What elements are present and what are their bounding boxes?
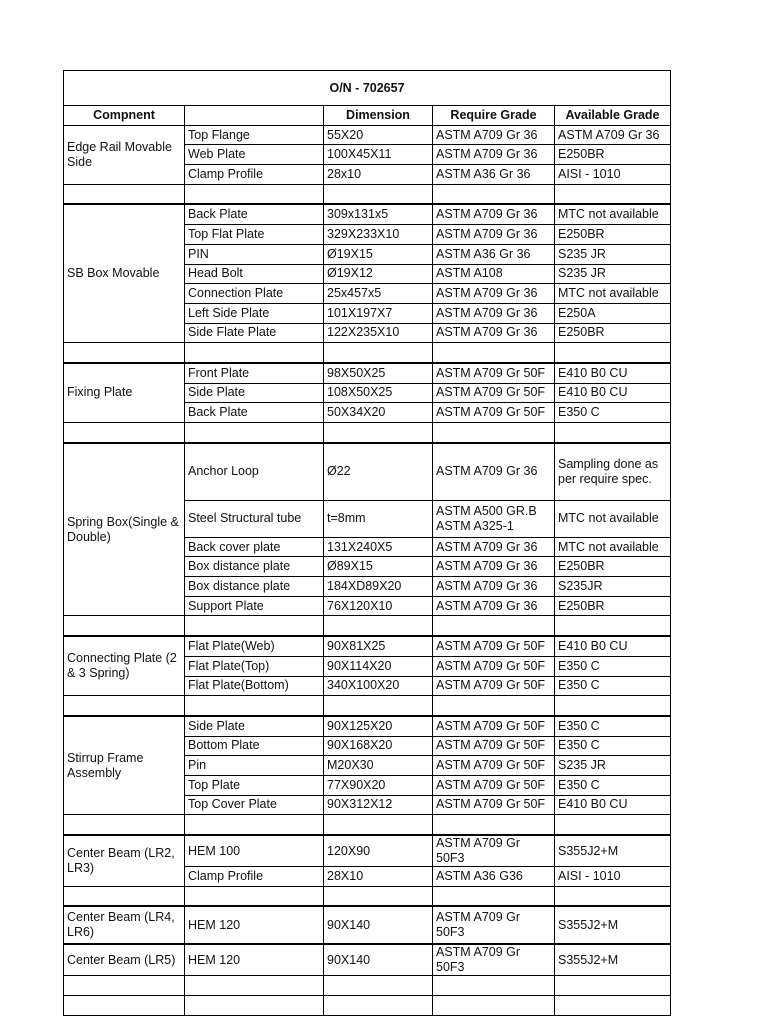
require-grade-cell: ASTM A709 Gr 36: [433, 303, 555, 323]
empty-cell: [555, 184, 671, 204]
part-cell: HEM 100: [185, 835, 324, 867]
empty-cell: [324, 616, 433, 636]
empty-cell: [64, 886, 185, 906]
dimension-cell: 131X240X5: [324, 537, 433, 557]
title-row: [64, 71, 671, 106]
header-available-grade: Available Grade: [555, 106, 671, 126]
require-grade-cell: ASTM A709 Gr 50F: [433, 656, 555, 676]
part-cell: Web Plate: [185, 145, 324, 165]
header-component: Compnent: [64, 106, 185, 126]
empty-cell: [185, 996, 324, 1016]
require-grade-cell: ASTM A500 GR.B ASTM A325-1: [433, 500, 555, 537]
empty-cell: [555, 696, 671, 716]
component-cell: Stirrup Frame Assembly: [64, 716, 185, 815]
empty-cell: [555, 886, 671, 906]
part-cell: Side Plate: [185, 716, 324, 736]
available-grade-cell: E350 C: [555, 656, 671, 676]
empty-cell: [64, 343, 185, 363]
available-grade-cell: ASTM A709 Gr 36: [555, 125, 671, 145]
part-cell: Head Bolt: [185, 264, 324, 284]
available-grade-cell: MTC not available: [555, 284, 671, 304]
dimension-cell: 90X140: [324, 944, 433, 976]
available-grade-cell: S235JR: [555, 577, 671, 597]
require-grade-cell: ASTM A709 Gr 50F3: [433, 944, 555, 976]
part-cell: Support Plate: [185, 596, 324, 616]
part-cell: Anchor Loop: [185, 443, 324, 501]
header-part: [185, 106, 324, 126]
require-grade-cell: ASTM A36 Gr 36: [433, 244, 555, 264]
separator-row: [64, 976, 671, 996]
available-grade-cell: E410 B0 CU: [555, 795, 671, 815]
empty-cell: [555, 996, 671, 1016]
component-cell: Spring Box(Single & Double): [64, 443, 185, 616]
dimension-cell: Ø19X15: [324, 244, 433, 264]
available-grade-cell: S355J2+M: [555, 835, 671, 867]
dimension-cell: 184XD89X20: [324, 577, 433, 597]
dimension-cell: 50X34X20: [324, 403, 433, 423]
empty-cell: [64, 996, 185, 1016]
table-row: [64, 906, 671, 944]
separator-row: [64, 815, 671, 835]
table-row: [64, 204, 671, 224]
empty-cell: [433, 815, 555, 835]
require-grade-cell: ASTM A709 Gr 50F: [433, 756, 555, 776]
empty-cell: [433, 696, 555, 716]
dimension-cell: 90X140: [324, 906, 433, 944]
part-cell: Side Plate: [185, 383, 324, 403]
dimension-cell: Ø22: [324, 443, 433, 501]
require-grade-cell: ASTM A709 Gr 36: [433, 443, 555, 501]
separator-row: [64, 886, 671, 906]
dimension-cell: 76X120X10: [324, 596, 433, 616]
dimension-cell: 90X125X20: [324, 716, 433, 736]
dimension-cell: 108X50X25: [324, 383, 433, 403]
separator-row: [64, 343, 671, 363]
separator-row: [64, 696, 671, 716]
part-cell: Connection Plate: [185, 284, 324, 304]
part-cell: Side Flate Plate: [185, 323, 324, 343]
dimension-cell: 90X81X25: [324, 636, 433, 656]
empty-cell: [555, 616, 671, 636]
part-cell: HEM 120: [185, 906, 324, 944]
part-cell: Box distance plate: [185, 557, 324, 577]
part-cell: Clamp Profile: [185, 867, 324, 887]
empty-cell: [185, 886, 324, 906]
part-cell: Top Flange: [185, 125, 324, 145]
empty-cell: [555, 976, 671, 996]
dimension-cell: 28x10: [324, 165, 433, 185]
require-grade-cell: ASTM A709 Gr 50F: [433, 636, 555, 656]
dimension-cell: 90X168X20: [324, 736, 433, 756]
separator-row: [64, 184, 671, 204]
empty-cell: [324, 886, 433, 906]
part-cell: Flat Plate(Top): [185, 656, 324, 676]
part-cell: Clamp Profile: [185, 165, 324, 185]
dimension-cell: Ø19X12: [324, 264, 433, 284]
dimension-cell: 90X114X20: [324, 656, 433, 676]
separator-row: [64, 616, 671, 636]
part-cell: Top Flat Plate: [185, 225, 324, 245]
available-grade-cell: Sampling done as per require spec.: [555, 443, 671, 501]
require-grade-cell: ASTM A709 Gr 36: [433, 323, 555, 343]
dimension-cell: 122X235X10: [324, 323, 433, 343]
available-grade-cell: E250BR: [555, 225, 671, 245]
require-grade-cell: ASTM A709 Gr 36: [433, 284, 555, 304]
available-grade-cell: S235 JR: [555, 264, 671, 284]
available-grade-cell: E350 C: [555, 775, 671, 795]
available-grade-cell: MTC not available: [555, 500, 671, 537]
empty-cell: [64, 696, 185, 716]
component-cell: Center Beam (LR2, LR3): [64, 835, 185, 886]
table-row: [64, 125, 671, 145]
require-grade-cell: ASTM A709 Gr 50F3: [433, 835, 555, 867]
empty-cell: [64, 423, 185, 443]
require-grade-cell: ASTM A709 Gr 50F: [433, 383, 555, 403]
part-cell: Back cover plate: [185, 537, 324, 557]
dimension-cell: 100X45X11: [324, 145, 433, 165]
require-grade-cell: ASTM A709 Gr 36: [433, 557, 555, 577]
empty-cell: [185, 343, 324, 363]
table-row: [64, 835, 671, 867]
part-cell: Flat Plate(Bottom): [185, 676, 324, 696]
available-grade-cell: S355J2+M: [555, 906, 671, 944]
part-cell: Box distance plate: [185, 577, 324, 597]
require-grade-cell: ASTM A709 Gr 50F: [433, 736, 555, 756]
require-grade-cell: ASTM A709 Gr 50F: [433, 795, 555, 815]
dimension-cell: 25x457x5: [324, 284, 433, 304]
dimension-cell: 55X20: [324, 125, 433, 145]
empty-cell: [433, 996, 555, 1016]
empty-cell: [324, 696, 433, 716]
available-grade-cell: S235 JR: [555, 244, 671, 264]
available-grade-cell: E410 B0 CU: [555, 383, 671, 403]
available-grade-cell: E250A: [555, 303, 671, 323]
part-cell: Top Cover Plate: [185, 795, 324, 815]
available-grade-cell: E410 B0 CU: [555, 363, 671, 383]
empty-cell: [555, 423, 671, 443]
require-grade-cell: ASTM A709 Gr 50F: [433, 716, 555, 736]
empty-cell: [433, 886, 555, 906]
empty-cell: [185, 815, 324, 835]
table-row: [64, 363, 671, 383]
empty-cell: [433, 976, 555, 996]
component-cell: Center Beam (LR4, LR6): [64, 906, 185, 944]
header-require-grade: Require Grade: [433, 106, 555, 126]
table-row: [64, 636, 671, 656]
empty-cell: [433, 423, 555, 443]
empty-cell: [324, 976, 433, 996]
dimension-cell: 28X10: [324, 867, 433, 887]
available-grade-cell: E350 C: [555, 716, 671, 736]
separator-row: [64, 996, 671, 1016]
empty-cell: [324, 184, 433, 204]
component-cell: Edge Rail Movable Side: [64, 125, 185, 184]
available-grade-cell: E410 B0 CU: [555, 636, 671, 656]
dimension-cell: 309x131x5: [324, 204, 433, 224]
empty-cell: [185, 696, 324, 716]
empty-cell: [324, 996, 433, 1016]
require-grade-cell: ASTM A709 Gr 36: [433, 225, 555, 245]
component-cell: Connecting Plate (2 & 3 Spring): [64, 636, 185, 696]
component-cell: Fixing Plate: [64, 363, 185, 423]
require-grade-cell: ASTM A36 G36: [433, 867, 555, 887]
part-cell: Bottom Plate: [185, 736, 324, 756]
require-grade-cell: ASTM A709 Gr 36: [433, 596, 555, 616]
dimension-cell: 120X90: [324, 835, 433, 867]
available-grade-cell: MTC not available: [555, 204, 671, 224]
part-cell: Top Plate: [185, 775, 324, 795]
empty-cell: [324, 815, 433, 835]
header-row: [64, 106, 671, 126]
component-cell: Center Beam (LR5): [64, 944, 185, 976]
require-grade-cell: ASTM A709 Gr 36: [433, 577, 555, 597]
empty-cell: [324, 343, 433, 363]
empty-cell: [324, 423, 433, 443]
empty-cell: [555, 815, 671, 835]
part-cell: Back Plate: [185, 403, 324, 423]
table-row: [64, 944, 671, 976]
available-grade-cell: MTC not available: [555, 537, 671, 557]
header-dimension: Dimension: [324, 106, 433, 126]
available-grade-cell: E250BR: [555, 323, 671, 343]
available-grade-cell: S355J2+M: [555, 944, 671, 976]
require-grade-cell: ASTM A709 Gr 36: [433, 145, 555, 165]
require-grade-cell: ASTM A709 Gr 50F: [433, 403, 555, 423]
order-number-title: O/N - 702657: [64, 71, 671, 106]
empty-cell: [433, 184, 555, 204]
require-grade-cell: ASTM A36 Gr 36: [433, 165, 555, 185]
empty-cell: [433, 343, 555, 363]
available-grade-cell: E250BR: [555, 596, 671, 616]
require-grade-cell: ASTM A709 Gr 50F: [433, 363, 555, 383]
available-grade-cell: E250BR: [555, 145, 671, 165]
empty-cell: [185, 184, 324, 204]
dimension-cell: 77X90X20: [324, 775, 433, 795]
separator-row: [64, 423, 671, 443]
available-grade-cell: E350 C: [555, 676, 671, 696]
component-cell: SB Box Movable: [64, 204, 185, 342]
dimension-cell: Ø89X15: [324, 557, 433, 577]
require-grade-cell: ASTM A709 Gr 50F: [433, 676, 555, 696]
empty-cell: [64, 976, 185, 996]
part-cell: Front Plate: [185, 363, 324, 383]
available-grade-cell: AISI - 1010: [555, 867, 671, 887]
available-grade-cell: E350 C: [555, 736, 671, 756]
dimension-cell: 329X233X10: [324, 225, 433, 245]
table-body: [64, 71, 671, 1016]
dimension-cell: 90X312X12: [324, 795, 433, 815]
empty-cell: [185, 423, 324, 443]
dimension-cell: 98X50X25: [324, 363, 433, 383]
dimension-cell: 101X197X7: [324, 303, 433, 323]
empty-cell: [64, 815, 185, 835]
available-grade-cell: E350 C: [555, 403, 671, 423]
material-grade-table: [63, 70, 671, 1016]
available-grade-cell: E250BR: [555, 557, 671, 577]
require-grade-cell: ASTM A709 Gr 36: [433, 125, 555, 145]
part-cell: HEM 120: [185, 944, 324, 976]
empty-cell: [555, 343, 671, 363]
dimension-cell: M20X30: [324, 756, 433, 776]
empty-cell: [185, 616, 324, 636]
available-grade-cell: AISI - 1010: [555, 165, 671, 185]
part-cell: Left Side Plate: [185, 303, 324, 323]
part-cell: Flat Plate(Web): [185, 636, 324, 656]
part-cell: PIN: [185, 244, 324, 264]
part-cell: Back Plate: [185, 204, 324, 224]
empty-cell: [433, 616, 555, 636]
require-grade-cell: ASTM A709 Gr 50F3: [433, 906, 555, 944]
empty-cell: [185, 976, 324, 996]
dimension-cell: t=8mm: [324, 500, 433, 537]
require-grade-cell: ASTM A108: [433, 264, 555, 284]
available-grade-cell: S235 JR: [555, 756, 671, 776]
require-grade-cell: ASTM A709 Gr 36: [433, 204, 555, 224]
table-row: [64, 443, 671, 501]
require-grade-cell: ASTM A709 Gr 36: [433, 537, 555, 557]
part-cell: Pin: [185, 756, 324, 776]
part-cell: Steel Structural tube: [185, 500, 324, 537]
dimension-cell: 340X100X20: [324, 676, 433, 696]
empty-cell: [64, 184, 185, 204]
require-grade-cell: ASTM A709 Gr 50F: [433, 775, 555, 795]
empty-cell: [64, 616, 185, 636]
table-row: [64, 716, 671, 736]
